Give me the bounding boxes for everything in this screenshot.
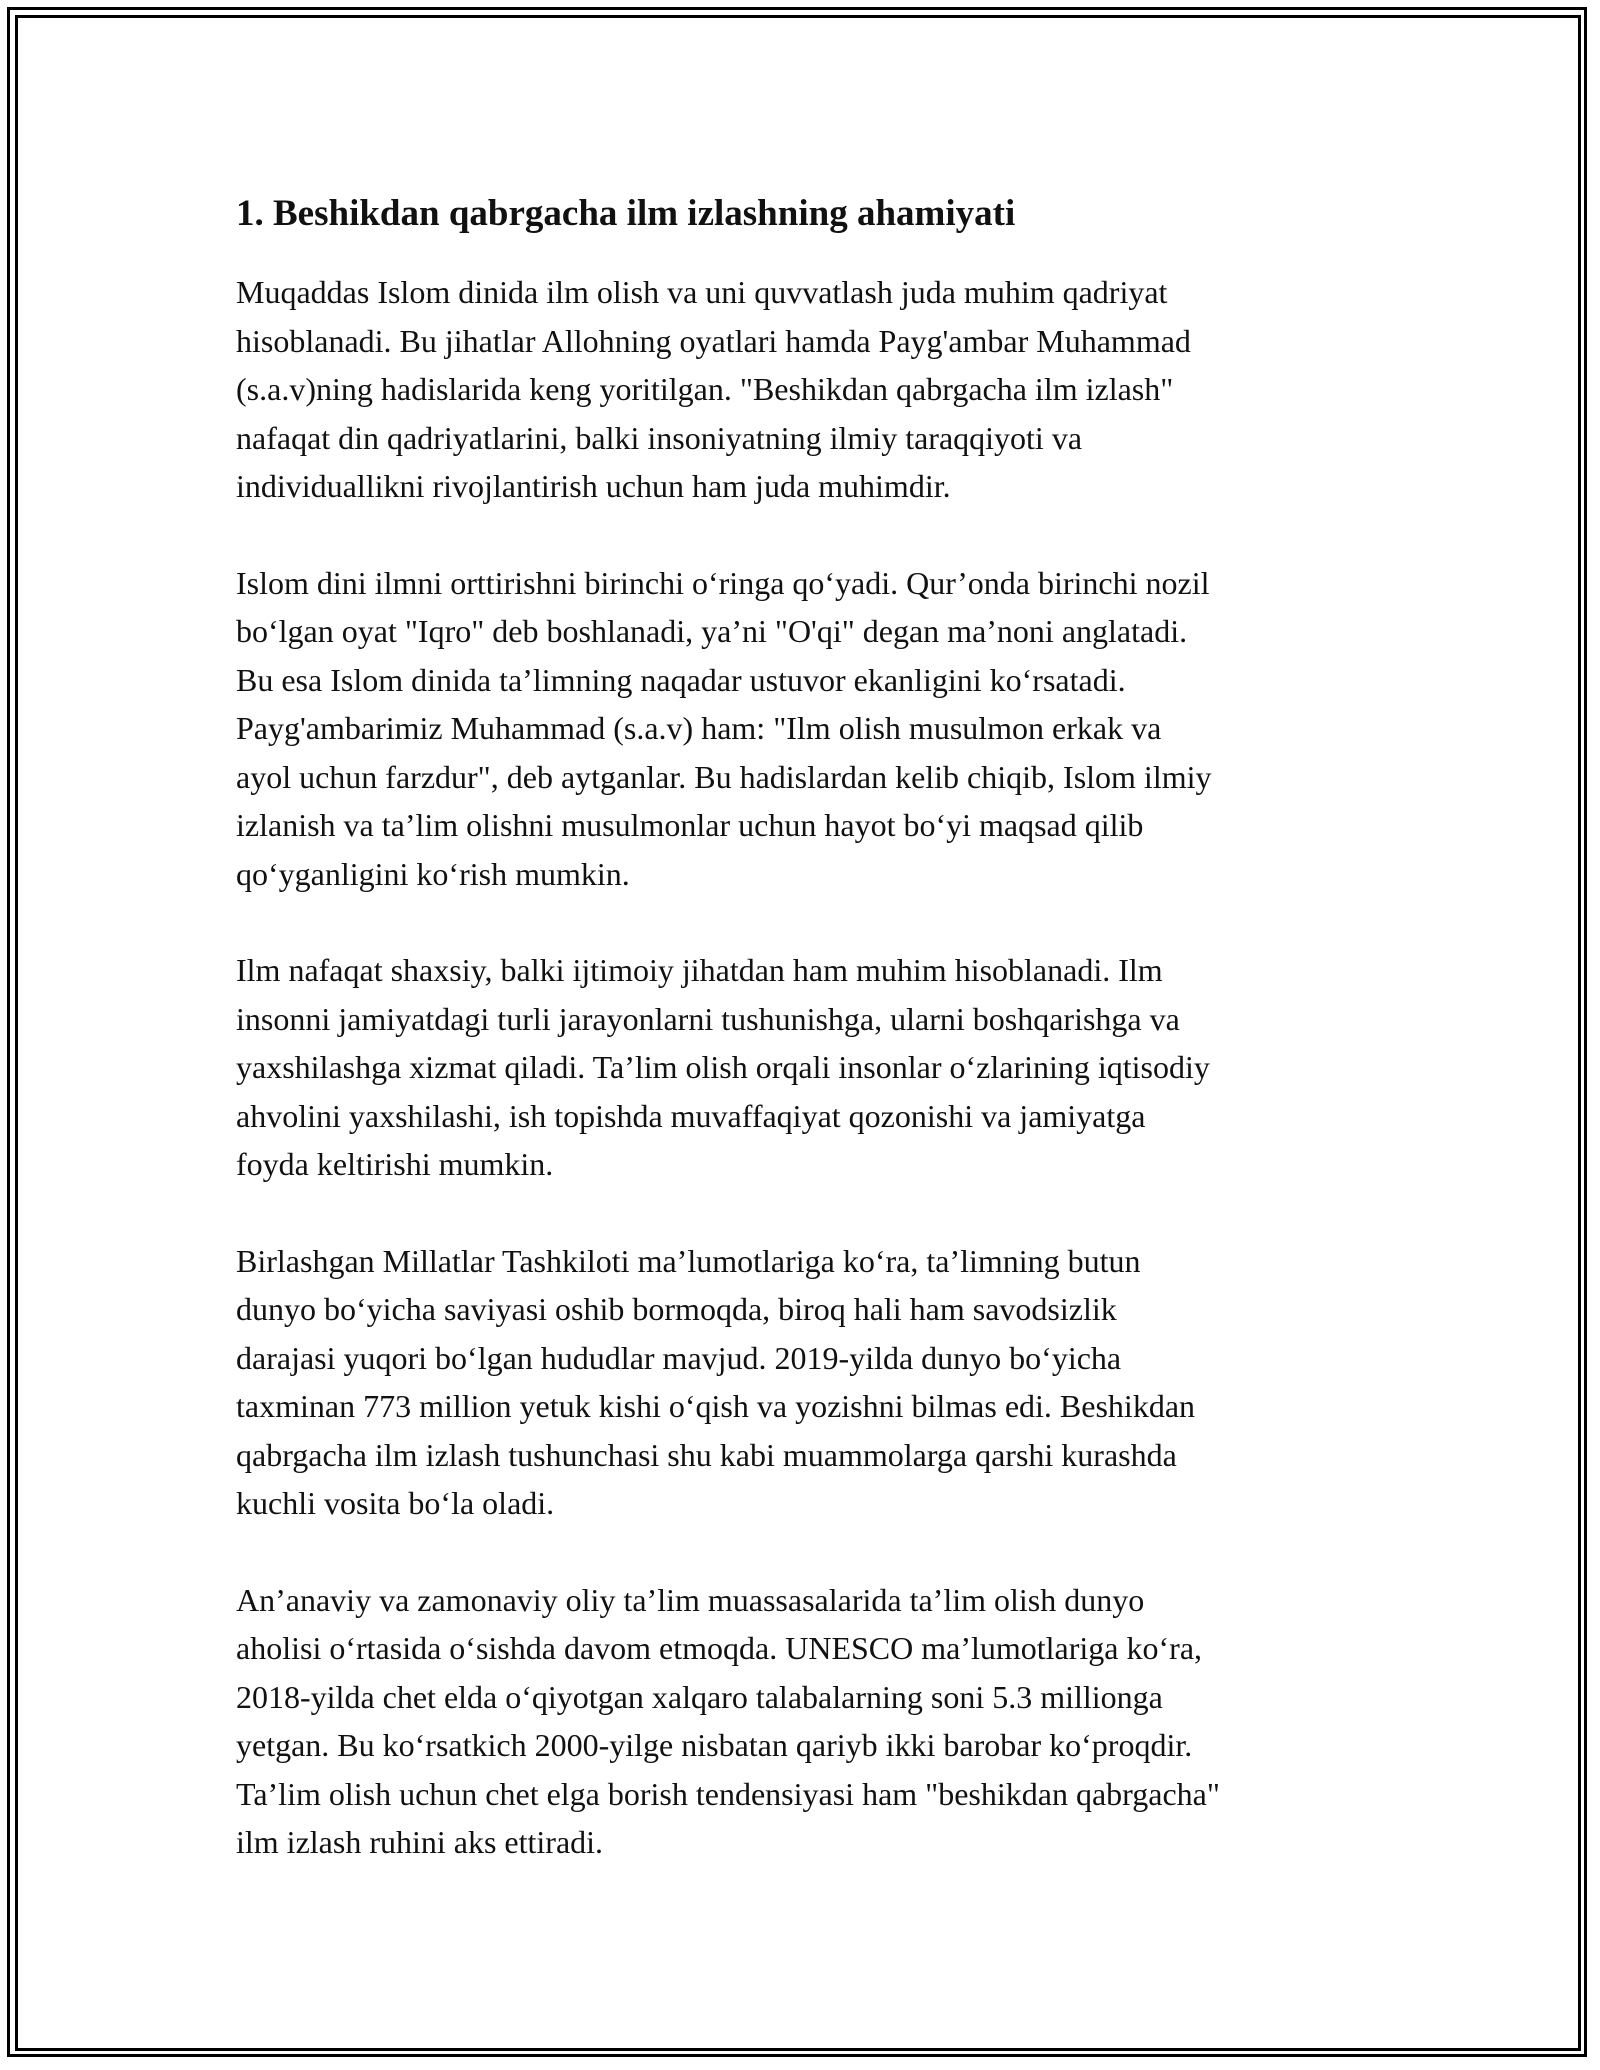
paragraph-3: Ilm nafaqat shaxsiy, balki ijtimoiy jihatdan ham muhim hisoblanadi. Ilm insonni jamiyatdagi turli jarayonlarni tushunishga, ularni boshqarishga va yaxshilashga xizmat qiladi. Ta’lim olish orqali insonlar o‘zlarining iqtisodiy ahvolini yaxshilashi, ish topishda muvaffaqiyat qozonishi va jamiyatga foyda keltirishi mumkin. bbox=[236, 952, 1210, 1182]
paragraph-2: Islom dini ilmni orttirishni birinchi o‘ringa qo‘yadi. Qur’onda birinchi nozil bo‘lgan oyat "Iqro" deb boshlanadi, ya’ni "O'qi" degan ma’noni anglatadi. Bu esa Islom dinida ta’limning naqadar ustuvor ekanligini ko‘rsatadi. Payg'ambarimiz Muhammad (s.a.v) ham: "Ilm olish musulmon erkak va ayol uchun farzdur", deb aytganlar. Bu hadislardan kelib chiqib, Islom ilmiy izlanish va ta’lim olishni musulmonlar uchun hayot bo‘yi maqsad qilib qo‘yganligini ko‘rish mumkin. bbox=[236, 564, 1212, 892]
section-heading: 1. Beshikdan qabrgacha ilm izlashning ahamiyati bbox=[236, 193, 1016, 234]
document-body bbox=[236, 188, 1376, 1915]
paragraph-4: Birlashgan Millatlar Tashkiloti ma’lumotlariga ko‘ra, ta’limning butun dunyo bo‘yicha saviyasi oshib bormoqda, biroq hali ham savodsizlik darajasi yuqori bo‘lgan hududlar mavjud. 2019-yilda dunyo bo‘yicha taxminan 773 million yetuk kishi o‘qish va yozishni bilmas edi. Beshikdan qabrgacha ilm izlash tushunchasi shu kabi muammolarga qarshi kurashda kuchli vosita bo‘la oladi. bbox=[236, 1242, 1196, 1521]
paragraph-1: Muqaddas Islom dinida ilm olish va uni quvvatlash juda muhim qadriyat hisoblanadi. Bu jihatlar Allohning oyatlari hamda Payg'ambar Muhammad (s.a.v)ning hadislarida keng yoritilgan. "Beshikdan qabrgacha ilm izlash" nafaqat din qadriyatlarini, balki insoniyatning ilmiy taraqqiyoti va individuallikni rivojlantirish uchun ham juda muhimdir. bbox=[236, 274, 1191, 504]
paragraph-5: An’anaviy va zamonaviy oliy ta’lim muassasalarida ta’lim olish dunyo aholisi o‘rtasida o‘sishda davom etmoqda. UNESCO ma’lumotlariga ko‘ra, 2018-yilda chet elda o‘qiyotgan xalqaro talabalarning soni 5.3 millionga yetgan. Bu ko‘rsatkich 2000-yilge nisbatan qariyb ikki barobar ko‘proqdir. Ta’lim olish uchun chet elga borish tendensiyasi ham "beshikdan qabrgacha" ilm izlash ruhini aks ettiradi. bbox=[236, 1581, 1220, 1860]
